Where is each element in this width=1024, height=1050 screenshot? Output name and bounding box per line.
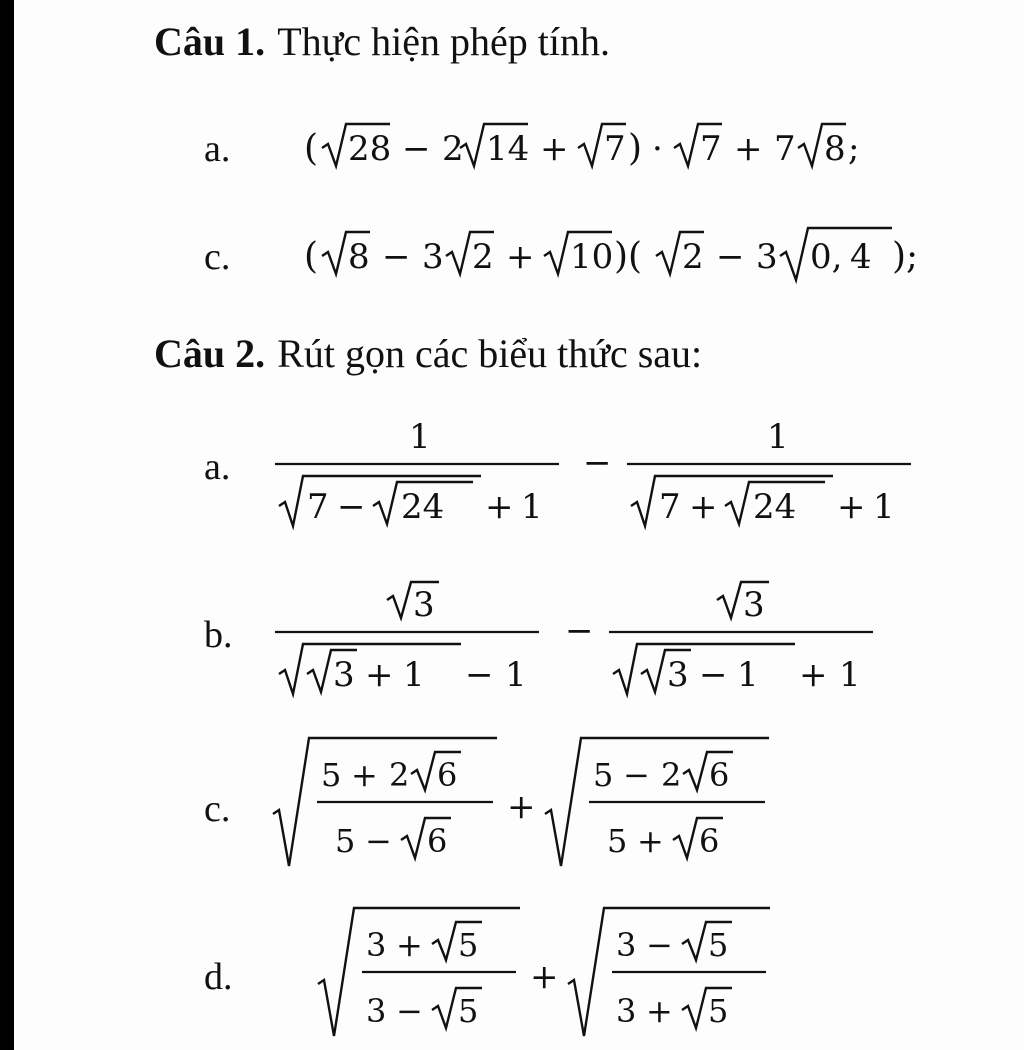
svg-text:−: − — [382, 237, 411, 277]
svg-text:2: 2 — [661, 756, 682, 794]
q2-item-d-expression — [314, 900, 784, 1050]
svg-text:): ) — [628, 128, 643, 169]
svg-text:+: + — [689, 487, 718, 527]
svg-text:(: ( — [304, 236, 319, 277]
svg-text:;: ; — [848, 129, 860, 169]
svg-text:);: ); — [892, 236, 919, 277]
svg-text:1: 1 — [409, 417, 431, 457]
q1-item-c-expression — [304, 218, 1004, 298]
svg-text:2: 2 — [472, 237, 494, 277]
svg-text:3: 3 — [756, 237, 778, 277]
svg-text:)(: )( — [614, 236, 643, 277]
svg-text:8: 8 — [824, 129, 846, 169]
svg-text:+: + — [540, 129, 569, 169]
svg-text:1: 1 — [737, 655, 759, 695]
svg-text:+: + — [734, 129, 763, 169]
svg-text:6: 6 — [427, 822, 448, 860]
svg-text:3: 3 — [333, 655, 355, 695]
svg-text:3: 3 — [616, 926, 637, 964]
svg-text:+: + — [799, 655, 828, 695]
svg-text:+: + — [351, 756, 378, 794]
svg-text:14: 14 — [486, 129, 530, 169]
svg-text:24: 24 — [401, 487, 445, 527]
question-1-prompt: Thực hiện phép tính. — [277, 19, 610, 64]
svg-text:0,: 0, — [810, 237, 843, 277]
svg-text:2: 2 — [389, 756, 410, 794]
svg-text:28: 28 — [348, 129, 392, 169]
svg-text:3: 3 — [616, 992, 637, 1030]
q2-item-b-expression — [269, 578, 889, 708]
svg-text:5: 5 — [335, 822, 356, 860]
svg-text:24: 24 — [753, 487, 797, 527]
svg-text:1: 1 — [767, 417, 789, 457]
svg-text:−: − — [465, 655, 494, 695]
svg-text:5: 5 — [458, 992, 479, 1030]
q2-item-b-label: b. — [204, 614, 233, 656]
svg-text:1: 1 — [403, 655, 425, 695]
svg-text:1: 1 — [873, 487, 895, 527]
svg-text:6: 6 — [699, 822, 720, 860]
svg-text:4: 4 — [850, 237, 872, 277]
q1-item-c-label: c. — [204, 236, 231, 278]
svg-text:(: ( — [304, 128, 319, 169]
svg-text:+: + — [637, 822, 664, 860]
svg-text:5: 5 — [593, 756, 614, 794]
svg-text:7: 7 — [700, 129, 722, 169]
svg-text:−: − — [699, 655, 728, 695]
svg-text:3: 3 — [366, 926, 387, 964]
q2-item-c-expression — [269, 730, 789, 880]
svg-text:−: − — [583, 443, 612, 483]
svg-text:−: − — [337, 487, 366, 527]
svg-text:−: − — [396, 992, 423, 1030]
svg-text:+: + — [506, 237, 535, 277]
svg-text:2: 2 — [442, 129, 464, 169]
svg-text:−: − — [565, 611, 594, 651]
q1-item-a-expression — [304, 110, 984, 190]
svg-text:·: · — [652, 129, 663, 169]
svg-text:+: + — [530, 957, 559, 997]
svg-text:−: − — [365, 822, 392, 860]
svg-text:1: 1 — [521, 487, 543, 527]
svg-text:7: 7 — [307, 487, 329, 527]
svg-text:+: + — [837, 487, 866, 527]
svg-text:+: + — [485, 487, 514, 527]
question-1-heading — [154, 19, 610, 64]
svg-text:−: − — [716, 237, 745, 277]
question-2-label: Câu 2. — [154, 331, 266, 376]
svg-text:5: 5 — [458, 926, 479, 964]
svg-text:7: 7 — [774, 129, 796, 169]
question-2-prompt: Rút gọn các biểu thức sau: — [277, 331, 703, 376]
q2-item-c-label: c. — [204, 788, 231, 830]
svg-text:−: − — [402, 129, 431, 169]
svg-text:+: + — [507, 787, 536, 827]
q2-item-d-label: d. — [204, 956, 233, 998]
svg-text:−: − — [646, 926, 673, 964]
svg-text:5: 5 — [321, 756, 342, 794]
svg-text:7: 7 — [659, 487, 681, 527]
svg-text:5: 5 — [708, 926, 729, 964]
svg-text:3: 3 — [366, 992, 387, 1030]
svg-text:10: 10 — [570, 237, 614, 277]
svg-text:8: 8 — [348, 237, 370, 277]
worksheet-page — [14, 0, 1024, 1050]
q2-item-a-expression — [269, 410, 929, 540]
svg-text:1: 1 — [505, 655, 527, 695]
svg-text:−: − — [623, 756, 650, 794]
svg-text:1: 1 — [839, 655, 861, 695]
svg-text:6: 6 — [437, 756, 458, 794]
svg-text:3: 3 — [422, 237, 444, 277]
svg-text:7: 7 — [604, 129, 626, 169]
q2-item-a-label: a. — [204, 446, 231, 488]
svg-text:5: 5 — [607, 822, 628, 860]
svg-text:3: 3 — [743, 585, 765, 625]
svg-text:+: + — [396, 926, 423, 964]
svg-text:2: 2 — [682, 237, 704, 277]
q1-item-a-label: a. — [204, 128, 231, 170]
svg-text:+: + — [646, 992, 673, 1030]
svg-text:3: 3 — [413, 585, 435, 625]
svg-text:6: 6 — [709, 756, 730, 794]
question-1-label: Câu 1. — [154, 19, 266, 64]
svg-text:3: 3 — [667, 655, 689, 695]
svg-text:+: + — [365, 655, 394, 695]
svg-text:5: 5 — [708, 992, 729, 1030]
question-2-heading — [154, 331, 703, 376]
